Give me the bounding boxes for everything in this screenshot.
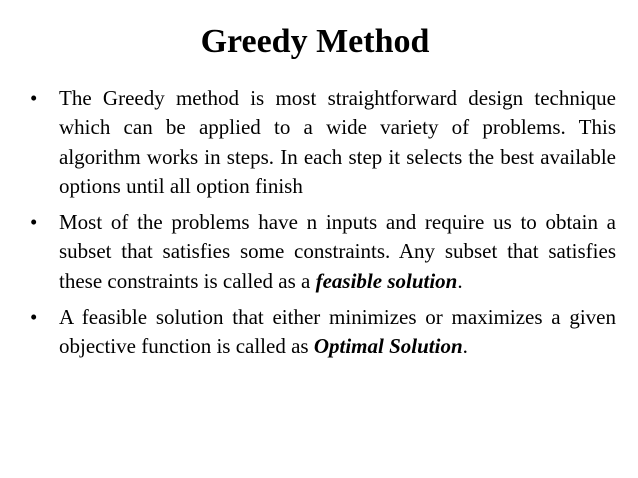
bullet-dot-icon: • [30,86,38,110]
slide-title: Greedy Method [200,23,430,60]
emphasis-optimal-solution: Optimal Solution [313,334,463,359]
bullet-text-end: . [462,334,468,359]
bullet-text-end: . [457,268,463,293]
bullet-text: The Greedy method is most straightforward design technique which can be applied to a wide variety of problems. This algorithm works in steps. In each step it selects the best available options until all option finish [59,86,616,198]
bullet-item-optimal-solution [30,303,616,362]
bullet-text: A feasible solution that either minimizes or maximizes a given objective function is called as [59,305,616,359]
bullet-list [30,84,616,369]
bullet-item-greedy-definition [30,84,616,201]
bullet-item-feasible-solution [30,208,616,296]
bullet-text: Most of the problems have n inputs and require us to obtain a subset that satisfies some constraints. Any subset that satisfies these constraints is called as a [59,210,616,293]
bullet-dot-icon: • [30,210,38,235]
emphasis-feasible-solution: feasible solution [315,268,458,293]
bullet-dot-icon: • [30,305,38,330]
